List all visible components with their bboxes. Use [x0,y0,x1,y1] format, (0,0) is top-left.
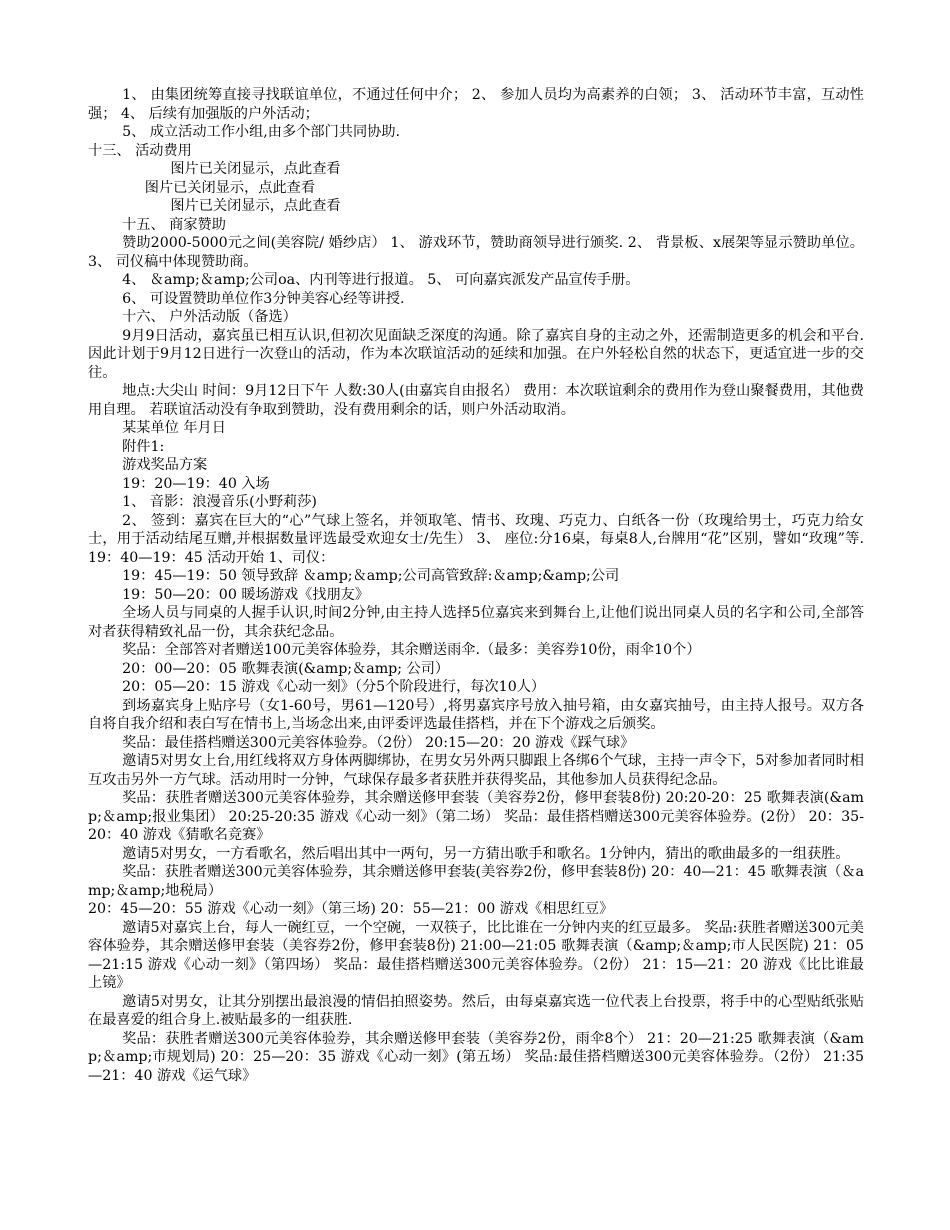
paragraph: 19：50—20：00 暖场游戏《找朋友》 [122,586,370,603]
paragraph: 2、 签到：嘉宾在巨大的“心”气球上签名，并领取笔、情书、玫瑰、巧克力、白纸各一份（玫瑰给男士，巧克力给女士，用于活动结尾互赠,并根据数量评选最受欢迎女士/先生） 3、 座位:分16桌，每桌8人,台牌用“花”区别，譬如“玫瑰”等. 19：40—19：45 活动开始 1、司仪： [88,512,864,566]
paragraph: 到场嘉宾身上贴序号（女1-60号，男61—120号）,将男嘉宾序号放入抽号箱，由女嘉宾抽号，由主持人报号。双方各自将自我介绍和表白写在情书上,当场念出来,由评委评选最佳搭档，并在下个游戏之后颁奖。 [88,697,864,732]
paragraph: 游戏奖品方案 [122,457,208,473]
paragraph: 赞助2000-5000元之间(美容院/ 婚纱店） 1、 游戏环节，赞助商领导进行颁奖. 2、 背景板、x展架等显示赞助单位。 3、 司仪稿中体现赞助商。 [88,235,864,270]
paragraph: 19：20—19：40 入场 [122,475,270,492]
image-placeholder-link[interactable]: 图片已关闭显示，点此查看 [170,198,341,214]
paragraph: 邀请5对男女，一方看歌名，然后唱出其中一两句，另一方猜出歌手和歌名。1分钟内，猜出的歌曲最多的一组获胜。 [122,845,850,862]
paragraph: 奖品：获胜者赠送300元美容体验券，其余赠送修甲套装（美容券2份，雨伞8个） 21：20—21:25 歌舞表演（&amp;＆amp;市规划局) 20：25—20：35 游戏《心动一刻》(第五场） 奖品:最佳搭档赠送300元美容体验券。（2份） 21:35—21：40 游戏《运气球》 [88,1030,864,1084]
paragraph: 奖品：获胜者赠送300元美容体验券，其余赠送修甲套装(美容券2份，修甲套装8份) 20：40—21：45 歌舞表演（＆amp;＆amp;地税局） [88,864,864,899]
paragraph: 1、 由集团统筹直接寻找联谊单位，不通过任何中介； 2、 参加人员均为高素养的白领； 3、 活动环节丰富，互动性强； 4、 后续有加强版的户外活动； [88,87,864,122]
image-placeholder-link[interactable]: 图片已关闭显示，点此查看 [170,161,341,177]
paragraph: 邀请5对男女，让其分别摆出最浪漫的情侣拍照姿势。然后，由每桌嘉宾选一位代表上台投票，将手中的心型贴纸张贴在最喜爱的组合身上.被贴最多的一组获胜. [88,993,864,1028]
image-placeholder-link[interactable]: 图片已关闭显示，点此查看 [144,179,316,196]
paragraph: 19：45—19：50 领导致辞 ＆amp;＆amp;公司高管致辞:＆amp;&amp;公司 [122,568,620,584]
paragraph: 5、 成立活动工作小组,由多个部门共同协助. [122,124,401,140]
paragraph: 20：00—20：05 歌舞表演(&amp;＆amp; 公司） [122,660,450,677]
paragraph: 邀请5对嘉宾上台，每人一碗红豆，一个空碗，一双筷子，比比谁在一分钟内夹的红豆最多。 奖品:获胜者赠送300元美容体验券，其余赠送修甲套装（美容券2份，修甲套装8份) 21:00—21:05 歌舞表演（&amp;＆amp;市人民医院) 21：05—21:15 游戏《心动一刻》（第四场） 奖品：最佳搭档赠送300元美容体验券。（2份） 21：15—21：20 游戏《比比谁最上镜》 [88,919,864,991]
paragraph: 20：45—20：55 游戏《心动一刻》（第三场) 20：55—21：00 游戏《相思红豆》 [88,901,614,917]
paragraph: 6、 可设置赞助单位作3分钟美容心经等讲授. [122,290,405,307]
paragraph: 邀请5对男女上台,用红线将双方身体两脚绑协，在男女另外两只脚跟上各绑6个气球，主持一声令下，5对参加者同时相互攻击另外一方气球。活动用时一分钟，气球保存最多者获胜并获得奖品，其他参加人员获得纪念品。 [88,753,864,788]
paragraph: 某某单位 年月日 [122,420,226,436]
paragraph: 奖品：全部答对者赠送100元美容体验券，其余赠送雨伞.（最多：美容券10份，雨伞10个） [122,642,701,658]
section-heading: 十五、 商家赞助 [122,216,226,233]
section-heading: 十六、 户外活动版（备选） [122,309,297,325]
paragraph: 全场人员与同桌的人握手认识,时间2分钟,由主持人选择5位嘉宾来到舞台上,让他们说出同桌人员的名字和公司,全部答对者获得精致礼品一份，其余获纪念品。 [88,605,864,640]
paragraph: 奖品：最佳搭档赠送300元美容体验券。（2份） 20:15—20：20 游戏《踩气球》 [122,734,635,751]
section-heading: 十三、 活动费用 [88,142,192,159]
paragraph: 奖品：获胜者赠送300元美容体验券，其余赠送修甲套装（美容券2份，修甲套装8份) 20:20-20：25 歌舞表演(&amp;＆amp;报业集团） 20:25-20:35 游戏《心动一刻》（第二场） 奖品：最佳搭档赠送300元美容体验券。(2份） 20：35-20：40 游戏《猜歌名竞赛》 [88,790,864,843]
paragraph: 地点:大尖山 时间：9月12日下午 人数:30人(由嘉宾自由报名） 费用：本次联谊剩余的费用作为登山聚餐费用，其他费用自理。 若联谊活动没有争取到赞助，没有费用剩余的话，则户外活动取消。 [88,383,864,418]
paragraph: 1、 音影：浪漫音乐(小野莉莎) [122,494,317,510]
paragraph: 4、 ＆amp;＆amp;公司oa、内刊等进行报道。 5、 可向嘉宾派发产品宣传手册。 [122,272,640,288]
paragraph: 9月9日活动，嘉宾虽已相互认识,但初次见面缺乏深度的沟通。除了嘉宾自身的主动之外，还需制造更多的机会和平台.因此计划于9月12日进行一次登山的活动，作为本次联谊活动的延续和加强。在户外轻松自然的状态下，更适宜进一步的交往。 [88,327,864,381]
paragraph: 20：05—20：15 游戏《心动一刻》（分5个阶段进行，每次10人） [122,679,546,695]
paragraph: 附件1: [122,438,165,455]
